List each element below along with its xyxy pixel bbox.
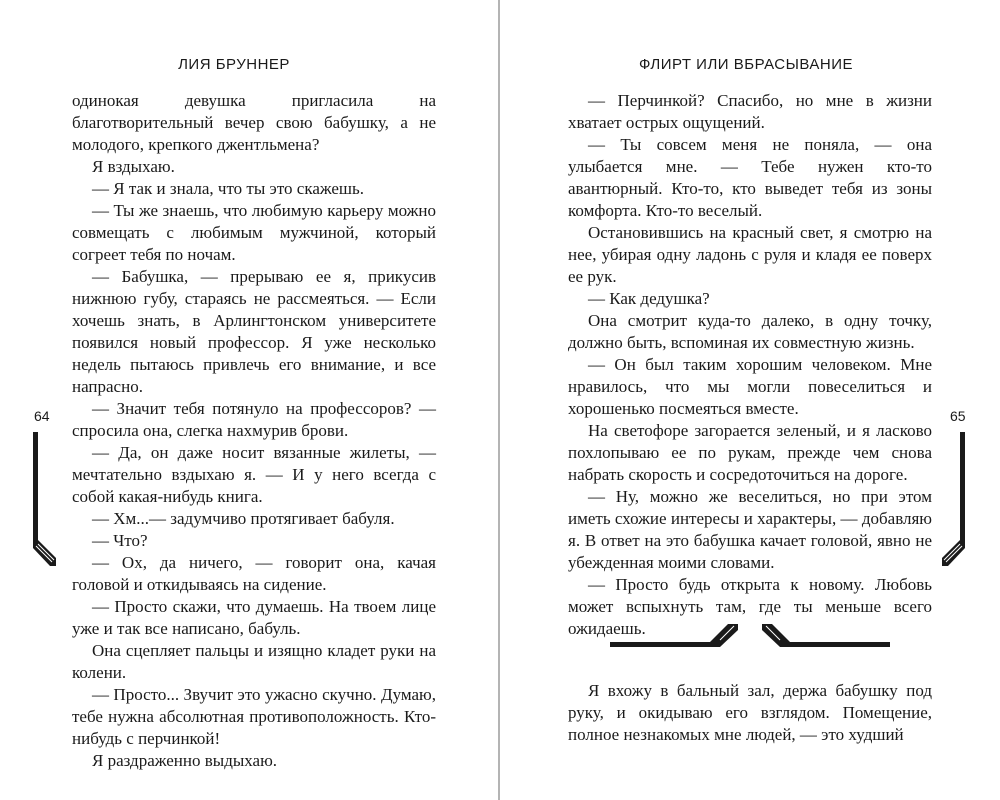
paragraph: — Он был таким хорошим человеком. Мне нравилось, что мы могли повеселиться и хорошенько посмеяться вместе. bbox=[568, 355, 932, 418]
paragraph: Я раздраженно выдыхаю. bbox=[92, 751, 278, 770]
paragraph: — Что? bbox=[92, 531, 148, 550]
paragraph: — Просто скажи, что думаешь. На твоем лице уже и так все написано, бабуль. bbox=[72, 597, 436, 638]
paragraph: — Перчинкой? Спасибо, но мне в жизни хватает острых ощущений. bbox=[568, 91, 932, 132]
paragraph: Остановившись на красный свет, я смотрю на нее, убирая одну ладонь с руля и кладя ее поверх ее рук. bbox=[568, 223, 932, 286]
paragraph: Я вхожу в бальный зал, держа бабушку под руку, и окидываю его взглядом. Помещение, полное незнакомых мне людей, — это худший bbox=[568, 681, 932, 744]
paragraph: — Хм...— задумчиво протягивает бабуля. bbox=[92, 509, 395, 528]
paragraph: — Ты совсем меня не поняла, — она улыбается мне. — Тебе нужен кто-то авантюрный. Кто-то, кто выведет тебя из зоны комфорта. Кто-то веселый. bbox=[568, 135, 932, 220]
paragraph: Она смотрит куда-то далеко, в одну точку, должно быть, вспоминая их совместную жизнь. bbox=[568, 311, 932, 352]
paragraph: — Как дедушка? bbox=[588, 289, 710, 308]
paragraph: — Просто... Звучит это ужасно скучно. Думаю, тебе нужна абсолютная противоположность. Кто-нибудь с перчинкой! bbox=[72, 685, 436, 748]
paragraph: — Ты же знаешь, что любимую карьеру можно совмещать с любимым мужчиной, который согреет тебя по ночам. bbox=[72, 201, 436, 264]
paragraph: — Ох, да ничего, — говорит она, качая головой и откидываясь на сидение. bbox=[72, 553, 436, 594]
paragraph: Я вздыхаю. bbox=[92, 157, 175, 176]
running-head-title: ФЛИРТ ИЛИ ВБРАСЫВАНИЕ bbox=[638, 56, 854, 73]
paragraph: — Да, он даже носит вязанные жилеты, — мечтательно вздыхаю я. — И у него всегда с собой какая-нибудь книга. bbox=[72, 443, 436, 506]
right-page-text bbox=[568, 90, 932, 640]
right-page bbox=[500, 0, 1000, 800]
paragraph: одинокая девушка пригласила на благотворительный вечер свою бабушку, а не молодого, крепкого джентльмена? bbox=[72, 91, 436, 154]
left-page-text bbox=[72, 90, 436, 772]
hockey-stick-icon bbox=[26, 432, 62, 572]
page-number: 64 bbox=[34, 408, 50, 424]
running-head-author: ЛИЯ БРУННЕР bbox=[178, 56, 290, 73]
paragraph: Она сцепляет пальцы и изящно кладет руки на колени. bbox=[72, 641, 436, 682]
paragraph: — Ну, можно же веселиться, но при этом иметь схожие интересы и характеры, — добавляю я. В ответ на это бабушка качает головой, явно не убежденная моими словами. bbox=[568, 487, 932, 572]
hockey-stick-icon bbox=[936, 432, 972, 572]
paragraph: — Я так и знала, что ты это скажешь. bbox=[92, 179, 365, 198]
right-page-text-after-break bbox=[568, 680, 932, 746]
crossed-hockey-sticks-icon bbox=[610, 616, 890, 652]
paragraph: — Бабушка, — прерываю ее я, прикусив нижнюю губу, стараясь не рассмеяться. — Если хочешь знать, в Арлингтонском университете появился новый профессор. Я уже несколько недель пытаюсь привлечь его внимание, и все напрасно. bbox=[72, 267, 436, 396]
paragraph: На светофоре загорается зеленый, и я ласково похлопываю ее по рукам, прежде чем снова набрать скорость и сосредоточиться на дороге. bbox=[568, 421, 932, 484]
page-number: 65 bbox=[950, 408, 966, 424]
paragraph: — Просто будь открыта к новому. Любовь может вспыхнуть там, где ты меньше всего ожидаешь. bbox=[568, 575, 932, 638]
paragraph: — Значит тебя потянуло на профессоров? — спросила она, слегка нахмурив брови. bbox=[72, 399, 436, 440]
